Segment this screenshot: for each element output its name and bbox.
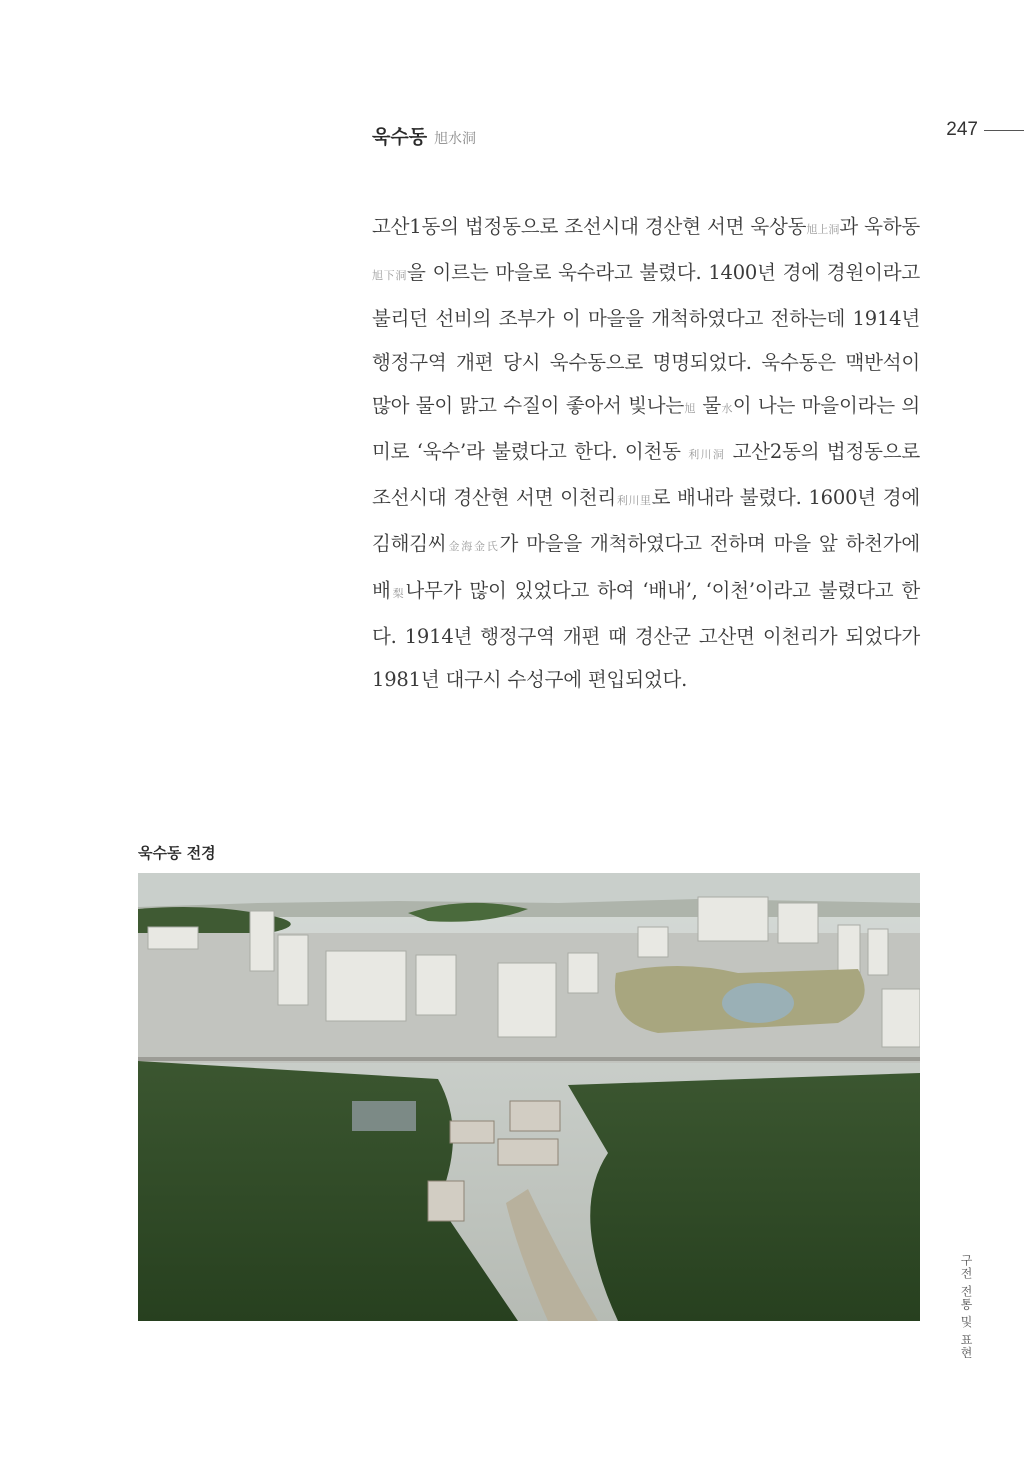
park-pond (722, 983, 794, 1023)
page-number: 247 (946, 119, 978, 140)
page-number-block (946, 119, 1024, 141)
text-run: 나무가 많이 있었다고 하여 ‘배내’, ‘이천’이라고 불렸다고 한다. 1914년 행정구역 개편 때 경산군 고산면 이천리가 되었다가 1981년 대구시 수성구에 편입되었다. (372, 578, 920, 692)
hanja-annotation: 旭上洞 (806, 223, 840, 236)
campus-pond (352, 1101, 416, 1131)
hanja-annotation: 旭 (684, 401, 696, 415)
text-run: 물 (695, 393, 721, 417)
hanja-annotation: 水 (720, 401, 733, 415)
body-paragraph (372, 205, 920, 701)
text-run: 가 마을을 개척하였다고 전하며 마을 앞 하천가에 배 (372, 532, 921, 602)
section-header (372, 122, 476, 149)
hanja-annotation: 利川洞 (688, 448, 726, 462)
hanja-annotation: 旭下洞 (372, 269, 408, 283)
text-run: 과 욱하동 (839, 215, 921, 238)
text-run: 고산1동의 법정동으로 조선시대 경산현 서면 욱상동 (372, 215, 807, 238)
page-number-rule (984, 130, 1024, 131)
section-title-hanja: 旭水洞 (434, 131, 477, 147)
aerial-photo (138, 873, 920, 1321)
hanja-annotation: 梨 (390, 586, 406, 600)
photo-caption: 욱수동 전경 (138, 844, 216, 862)
side-label: 구전 전통 및 표현 (959, 1254, 973, 1360)
section-title: 욱수동 (372, 126, 428, 148)
hanja-annotation: 金海金氏 (446, 540, 500, 554)
text-run: 을 이르는 마을로 욱수라고 불렸다. 1400년 경에 경원이라고 불리던 선비의 조부가 이 마을을 개척하였다고 전하는데 1914년 행정구역 개편 당시 욱수동으로 명명되었다. 욱수동은 맥반석이 많아 물이 맑고 수질이 좋아서 빛나는 (372, 261, 920, 417)
text-run: 이 나는 마을이라는 의미로 ‘욱수’라 불렸다고 한다. 이천동 (372, 393, 920, 464)
forest-right (568, 1073, 920, 1321)
text-run: 고산2동의 법정동으로 조선시대 경산현 서면 이천리 (372, 440, 920, 510)
text-run: 로 배내라 불렸다. 1600년 경에 김해김씨 (372, 486, 920, 556)
hanja-annotation: 利川里 (616, 494, 652, 508)
road (138, 1057, 920, 1061)
